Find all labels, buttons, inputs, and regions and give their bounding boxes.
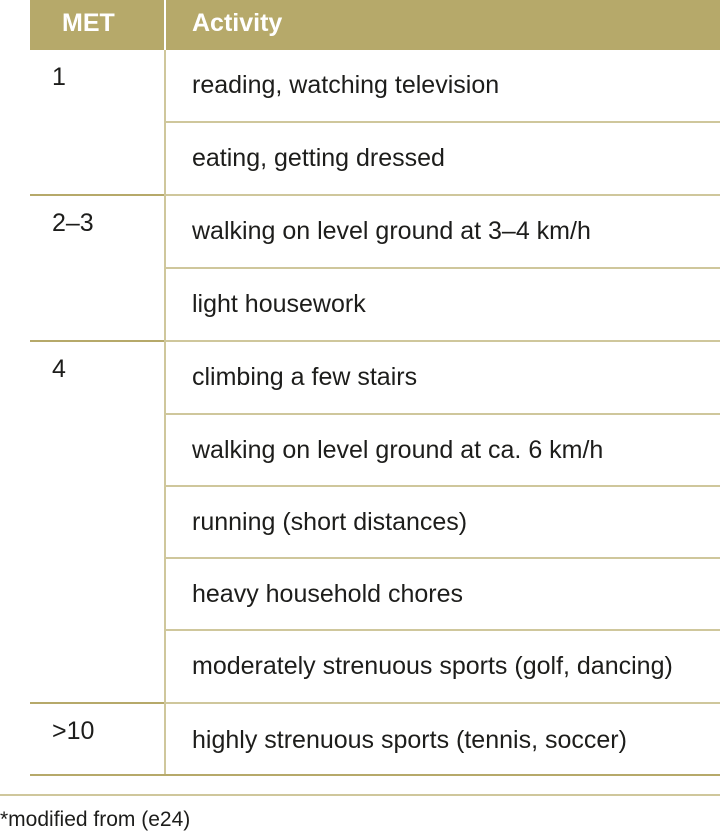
table-row bbox=[30, 49, 720, 122]
cell-met bbox=[30, 630, 165, 703]
cell-activity: heavy household chores bbox=[165, 558, 720, 630]
table-row bbox=[30, 341, 720, 414]
cell-activity: reading, watching television bbox=[165, 49, 720, 122]
cell-met bbox=[30, 558, 165, 630]
footnote: *modified from (e24) bbox=[0, 808, 191, 831]
column-header-activity: Activity bbox=[165, 0, 720, 49]
cell-activity: walking on level ground at 3–4 km/h bbox=[165, 195, 720, 268]
table-row bbox=[30, 268, 720, 341]
cell-activity: light housework bbox=[165, 268, 720, 341]
table-row bbox=[30, 414, 720, 486]
cell-activity: highly strenuous sports (tennis, soccer) bbox=[165, 703, 720, 776]
table-row bbox=[30, 630, 720, 703]
table-row bbox=[30, 486, 720, 558]
table-row bbox=[30, 703, 720, 776]
cell-met: 1 bbox=[30, 49, 165, 122]
cell-met bbox=[30, 122, 165, 195]
cell-activity: climbing a few stairs bbox=[165, 341, 720, 414]
cell-met: 2–3 bbox=[30, 195, 165, 268]
cell-met: 4 bbox=[30, 341, 165, 414]
cell-activity: moderately strenuous sports (golf, dancing) bbox=[165, 630, 720, 703]
table-body bbox=[30, 49, 720, 776]
table-row bbox=[30, 122, 720, 195]
cell-activity: running (short distances) bbox=[165, 486, 720, 558]
table-row bbox=[30, 195, 720, 268]
cell-met bbox=[30, 268, 165, 341]
header-row bbox=[30, 0, 720, 49]
cell-met: >10 bbox=[30, 703, 165, 776]
table-bottom-rule bbox=[30, 774, 720, 776]
column-header-met: MET bbox=[30, 0, 165, 49]
table-row bbox=[30, 558, 720, 630]
cell-met bbox=[30, 486, 165, 558]
met-activity-table bbox=[30, 0, 720, 776]
cell-activity: eating, getting dressed bbox=[165, 122, 720, 195]
table-header bbox=[30, 0, 720, 49]
cell-met bbox=[30, 414, 165, 486]
cell-activity: walking on level ground at ca. 6 km/h bbox=[165, 414, 720, 486]
